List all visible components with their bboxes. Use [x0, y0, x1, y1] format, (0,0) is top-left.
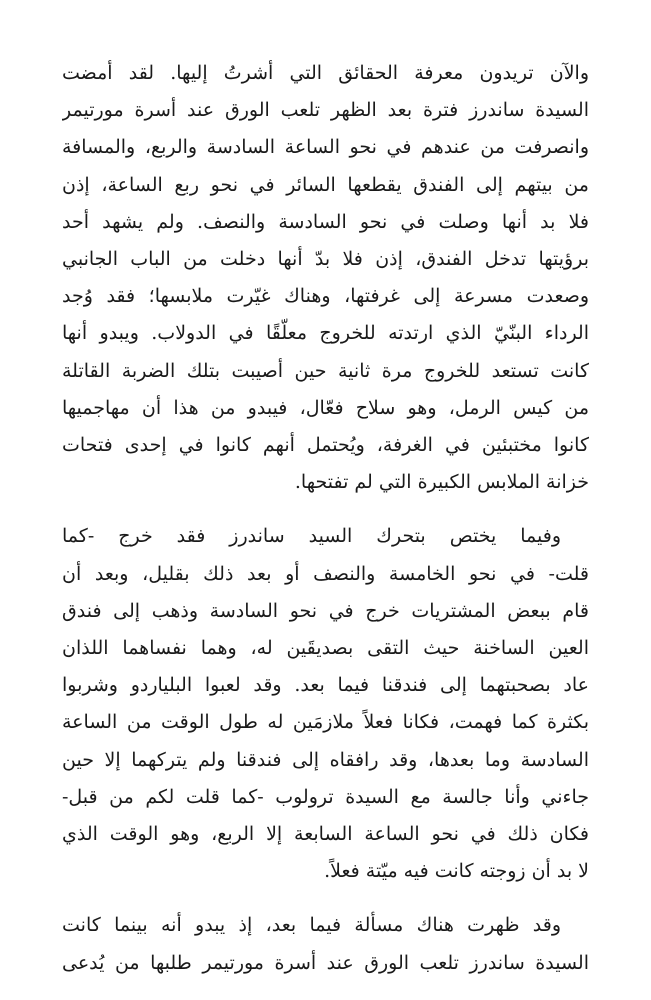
text-line: والآن تريدون معرفة الحقائق التي أشرتُ إليها. لقد أمضت	[62, 62, 589, 84]
text-line: الرداء البنّيّ الذي ارتدته للخروج معلّقًا في الدولاب. ويبدو أنها	[62, 322, 589, 345]
text-line: كانوا مختبئين في الغرفة، ويُحتمل أنهم كانوا في إحدى فتحات	[62, 434, 589, 457]
text-line: جاءني وأنا جالسة مع السيدة ترولوب -كما قلت لكم من قبل-	[62, 785, 589, 808]
text-line: وانصرفت من عندهم في نحو الساعة السادسة والربع، والمسافة	[62, 136, 589, 159]
text-line: فلا بد أنها وصلت في نحو السادسة والنصف. ولم يشهد أحد	[62, 210, 589, 233]
text-line: السيدة ساندرز فترة بعد الظهر تلعب الورق عند أسرة مورتيمر	[62, 99, 589, 122]
text-line: لا بد أن زوجته كانت فيه ميّتة فعلاً.	[324, 860, 589, 883]
text-line: قلت- في نحو الخامسة والنصف أو بعد ذلك بقليل، وبعد أن	[62, 562, 589, 585]
text-line: بكثرة كما فهمت، فكانا فعلاً ملازمَين له طول الوقت من الساعة	[62, 711, 589, 734]
book-page	[62, 55, 589, 982]
text-line: عاد بصحبتهما إلى فندقنا فيما بعد. وقد لعبوا البلياردو وشربوا	[62, 674, 589, 697]
text-line: من كيس الرمل، وهو سلاح فعّال، فيبدو من هذا أن مهاجميها	[62, 396, 589, 419]
text-line: وقد ظهرت هناك مسألة فيما بعد، إذ يبدو أنه بينما كانت	[62, 914, 561, 937]
text-line: العين الساخنة حيث التقى بصديقَين له، وهما نفساهما اللذان	[62, 637, 589, 660]
text-line: برؤيتها تدخل الفندق، إذن فلا بدّ أنها دخلت من الباب الجانبي	[62, 248, 589, 271]
text-line: فكان ذلك في نحو الساعة السابعة إلا الربع، وهو الوقت الذي	[62, 823, 589, 846]
text-line: قام ببعض المشتريات خرج في نحو السادسة وذهب إلى فندق	[62, 599, 589, 622]
text-line: من بيتهم إلى الفندق يقطعها السائر في نحو ربع الساعة، إذن	[62, 173, 589, 196]
paragraph-3	[62, 907, 589, 981]
paragraph-2	[62, 518, 589, 890]
paragraph-1	[62, 55, 589, 501]
text-line: السادسة وما بعدها، وقد رافقاه إلى فندقنا ولم يتركهما إلا حين	[62, 748, 589, 771]
text-line: وفيما يختص بتحرك السيد ساندرز فقد خرج -كما	[62, 525, 561, 548]
text-line: السيدة ساندرز تلعب الورق عند أسرة مورتيمر طلبها من يُدعى	[62, 951, 589, 974]
text-line: كانت تستعد للخروج مرة ثانية حين أصيبت بتلك الضربة القاتلة	[62, 359, 589, 382]
text-line: وصعدت مسرعة إلى غرفتها، وهناك غيّرت ملابسها؛ فقد وُجد	[62, 285, 589, 308]
text-line: خزانة الملابس الكبيرة التي لم تفتحها.	[294, 471, 589, 494]
